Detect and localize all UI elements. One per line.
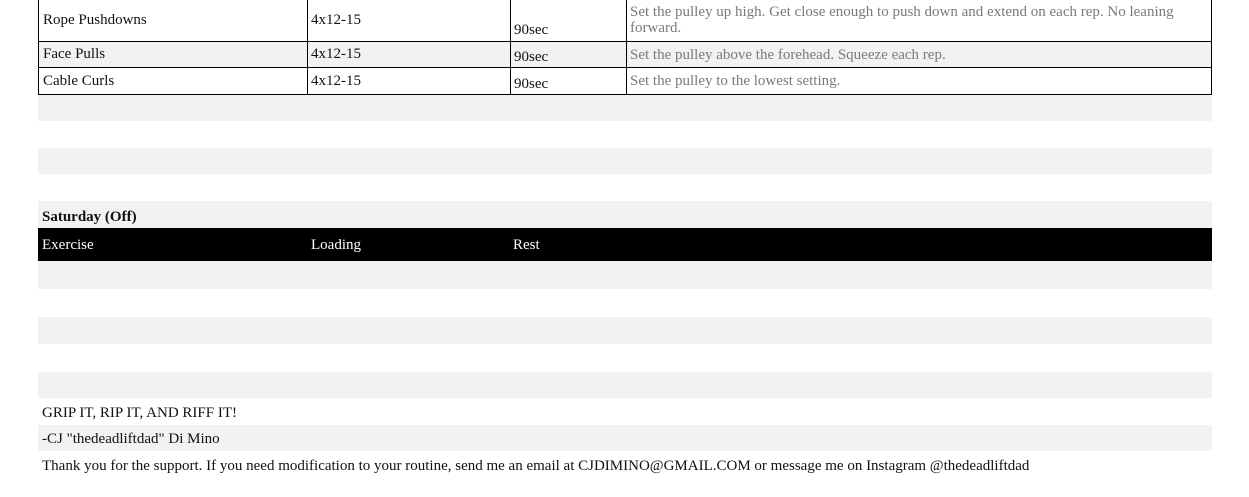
exercise-name: Face Pulls: [43, 46, 106, 62]
exercise-rest: 90sec: [514, 22, 549, 38]
table-row: [38, 0, 1212, 42]
exercise-loading: 4x12-15: [311, 12, 361, 28]
exercise-name: Rope Pushdowns: [43, 12, 147, 28]
exercise-rest: 90sec: [514, 49, 549, 65]
exercise-loading: 4x12-15: [311, 73, 361, 89]
empty-row: [38, 95, 1212, 121]
table-row: [38, 68, 1212, 95]
footer-thanks: Thank you for the support. If you need modification to your routine, send me an email at CJDIMINO@GMAIL.COM or message me on Instagram @thedeadliftdad: [42, 458, 1030, 474]
footer-thanks-row: [38, 451, 1212, 479]
exercise-loading: 4x12-15: [311, 46, 361, 62]
footer-signature-row: [38, 425, 1212, 451]
empty-row: [38, 174, 1212, 201]
empty-row: [38, 372, 1212, 398]
empty-row: [38, 148, 1212, 174]
exercise-notes: Set the pulley to the lowest setting.: [630, 73, 841, 89]
footer-motto-row: [38, 398, 1212, 425]
footer-signature: -CJ "thedeadliftdad" Di Mino: [42, 431, 220, 447]
day-title: Saturday (Off): [42, 209, 137, 225]
footer-motto: GRIP IT, RIP IT, AND RIFF IT!: [42, 405, 237, 421]
empty-row: [38, 261, 1212, 289]
exercise-rest: 90sec: [514, 76, 549, 92]
empty-row: [38, 121, 1212, 148]
empty-row: [38, 344, 1212, 372]
empty-row: [38, 289, 1212, 317]
exercise-name: Cable Curls: [43, 73, 115, 89]
day-title-row: [38, 201, 1212, 228]
header-exercise: Exercise: [42, 237, 94, 253]
header-rest: Rest: [513, 237, 540, 253]
empty-row: [38, 317, 1212, 344]
table-row: [38, 42, 1212, 68]
header-loading: Loading: [311, 237, 361, 253]
exercise-notes: Set the pulley above the forehead. Squeeze each rep.: [630, 47, 946, 63]
exercise-notes: Set the pulley up high. Get close enough to push down and extend on each rep. No leaning forward.: [630, 4, 1174, 36]
table-header: [38, 228, 1212, 261]
